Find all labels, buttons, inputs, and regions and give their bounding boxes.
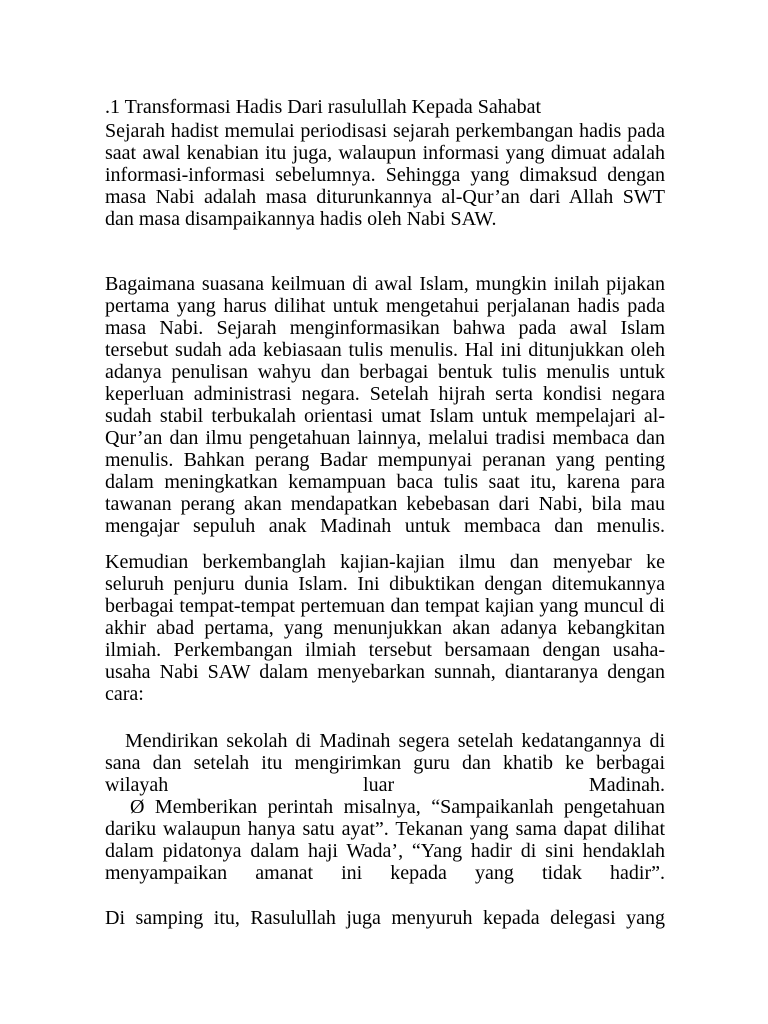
text-line: berbagai tempat-tempat pertemuan dan tempat kajian yang muncul di	[105, 595, 665, 617]
heading-text: .1 Transformasi Hadis Dari rasulullah Kepada Sahabat	[105, 96, 542, 118]
text-line: mengajar sepuluh anak Madinah untuk membaca dan menulis.	[105, 515, 665, 537]
text-line: adanya penulisan wahyu dan berbagai bentuk tulis menulis untuk	[105, 361, 665, 383]
text-line: Bagaimana suasana keilmuan di awal Islam, mungkin inilah pijakan	[105, 273, 665, 295]
text-line: pertama yang harus dilihat untuk mengetahui perjalanan hadis pada	[105, 295, 665, 317]
text-line: cara:	[105, 683, 144, 705]
text-line: dalam meningkatkan kemampuan baca tulis saat itu, karena para	[105, 471, 665, 493]
text-line: Sejarah hadist memulai periodisasi sejarah perkembangan hadis pada	[105, 120, 665, 142]
text-line: Mendirikan sekolah di Madinah segera setelah kedatangannya di	[125, 730, 665, 752]
paragraph-kajian	[105, 551, 665, 705]
text-line: sudah stabil terbukalah orientasi umat Islam untuk mempelajari al-	[105, 405, 665, 427]
paragraph-intro	[105, 120, 665, 230]
text-line: ilmiah. Perkembangan ilmiah tersebut bersamaan dengan usaha-	[105, 639, 665, 661]
text-line: masa Nabi. Sejarah menginformasikan bahwa pada awal Islam	[105, 317, 665, 339]
text-line: usaha Nabi SAW dalam menyebarkan sunnah, diantaranya dengan	[105, 661, 665, 683]
paragraph-keilmuan	[105, 273, 665, 537]
text-line: sana dan setelah itu mengirimkan guru dan khatib ke berbagai	[105, 752, 665, 774]
text-line: tawanan perang akan mendapatkan kebebasan dari Nabi, bila mau	[105, 493, 665, 515]
text-line: wilayah luar Madinah.	[105, 774, 665, 796]
paragraph-closing	[105, 907, 665, 929]
list	[105, 730, 665, 884]
text-line: keperluan administrasi negara. Setelah hijrah serta kondisi negara	[105, 383, 665, 405]
text-line: dalam pidatonya dalam haji Wada’, “Yang hadir di sini hendaklah	[105, 840, 665, 862]
text-line: masa Nabi adalah masa diturunkannya al-Qur’an dari Allah SWT	[105, 186, 665, 208]
list-item	[105, 730, 665, 796]
text-line: tersebut sudah ada kebiasaan tulis menulis. Hal ini ditunjukkan oleh	[105, 339, 665, 361]
text-line: menulis. Bahkan perang Badar mempunyai peranan yang penting	[105, 449, 665, 471]
text-line: seluruh penjuru dunia Islam. Ini dibuktikan dengan ditemukannya	[105, 573, 665, 595]
text-line: akhir abad pertama, yang menunjukkan akan adanya kebangkitan	[105, 617, 665, 639]
text-line: menyampaikan amanat ini kepada yang tidak hadir”.	[105, 862, 665, 884]
text-line: dan masa disampaikannya hadis oleh Nabi SAW.	[105, 208, 497, 230]
text-line: Qur’an dan ilmu pengetahuan lainnya, melalui tradisi membaca dan	[105, 427, 665, 449]
text-line: Kemudian berkembanglah kajian-kajian ilmu dan menyebar ke	[105, 551, 665, 573]
text-line: dariku walaupun hanya satu ayat”. Tekanan yang sama dapat dilihat	[105, 818, 665, 840]
text-line: Di samping itu, Rasulullah juga menyuruh kepada delegasi yang	[105, 907, 665, 929]
text-line: informasi-informasi sebelumnya. Sehingga yang dimaksud dengan	[105, 164, 665, 186]
section-heading	[105, 96, 665, 118]
list-item	[105, 796, 665, 884]
text-line: Ø Memberikan perintah misalnya, “Sampaikanlah pengetahuan	[130, 796, 665, 818]
text-line: saat awal kenabian itu juga, walaupun informasi yang dimuat adalah	[105, 142, 665, 164]
